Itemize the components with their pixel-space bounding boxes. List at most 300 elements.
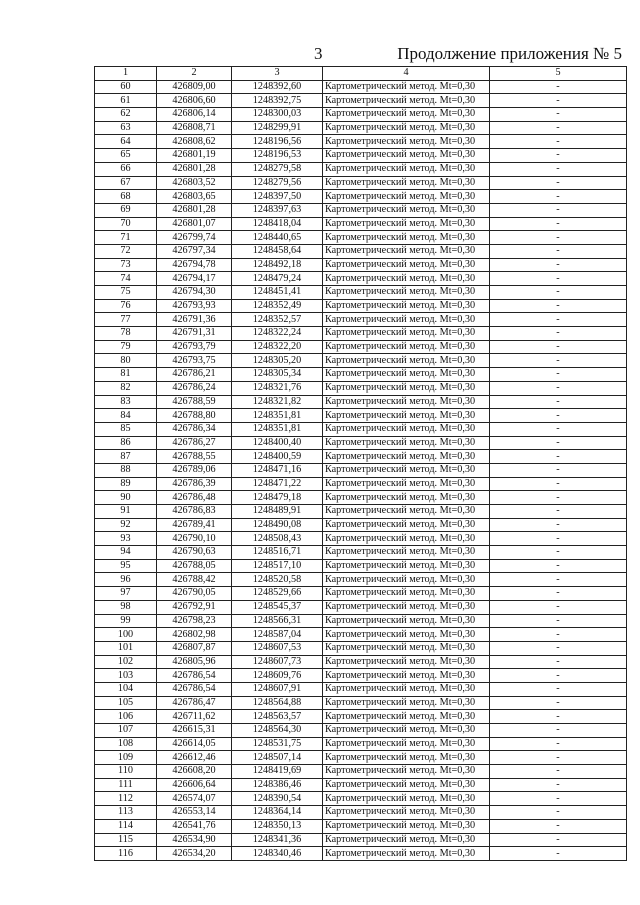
note-cell: - <box>490 80 627 94</box>
x-coordinate-cell: 426553,14 <box>157 806 232 820</box>
x-coordinate-cell: 426614,05 <box>157 737 232 751</box>
table-row <box>95 121 627 135</box>
y-coordinate-cell: 1248352,49 <box>232 299 323 313</box>
x-coordinate-cell: 426788,59 <box>157 395 232 409</box>
x-coordinate-cell: 426808,62 <box>157 135 232 149</box>
x-coordinate-cell: 426801,28 <box>157 162 232 176</box>
x-coordinate-cell: 426788,05 <box>157 559 232 573</box>
table-row <box>95 231 627 245</box>
note-cell: - <box>490 696 627 710</box>
y-coordinate-cell: 1248299,91 <box>232 121 323 135</box>
column-header: 3 <box>232 67 323 81</box>
method-cell: Картометрический метод. Mt=0,30 <box>323 217 490 231</box>
y-coordinate-cell: 1248322,20 <box>232 340 323 354</box>
table-row <box>95 833 627 847</box>
method-cell: Картометрический метод. Mt=0,30 <box>323 244 490 258</box>
y-coordinate-cell: 1248400,40 <box>232 436 323 450</box>
method-cell: Картометрический метод. Mt=0,30 <box>323 765 490 779</box>
table-row <box>95 806 627 820</box>
table-row <box>95 272 627 286</box>
point-number-cell: 92 <box>95 518 157 532</box>
method-cell: Картометрический метод. Mt=0,30 <box>323 94 490 108</box>
y-coordinate-cell: 1248397,50 <box>232 190 323 204</box>
x-coordinate-cell: 426794,30 <box>157 286 232 300</box>
x-coordinate-cell: 426799,74 <box>157 231 232 245</box>
x-coordinate-cell: 426792,91 <box>157 600 232 614</box>
table-row <box>95 80 627 94</box>
note-cell: - <box>490 765 627 779</box>
point-number-cell: 77 <box>95 313 157 327</box>
method-cell: Картометрический метод. Mt=0,30 <box>323 436 490 450</box>
note-cell: - <box>490 121 627 135</box>
x-coordinate-cell: 426790,10 <box>157 532 232 546</box>
y-coordinate-cell: 1248279,56 <box>232 176 323 190</box>
table-row <box>95 108 627 122</box>
table-row <box>95 778 627 792</box>
coordinates-table <box>94 66 627 861</box>
y-coordinate-cell: 1248507,14 <box>232 751 323 765</box>
x-coordinate-cell: 426786,39 <box>157 477 232 491</box>
table-row <box>95 491 627 505</box>
note-cell: - <box>490 203 627 217</box>
x-coordinate-cell: 426802,98 <box>157 628 232 642</box>
table-row <box>95 436 627 450</box>
x-coordinate-cell: 426786,48 <box>157 491 232 505</box>
point-number-cell: 107 <box>95 724 157 738</box>
note-cell: - <box>490 847 627 861</box>
table-row <box>95 587 627 601</box>
method-cell: Картометрический метод. Mt=0,30 <box>323 696 490 710</box>
y-coordinate-cell: 1248400,59 <box>232 450 323 464</box>
appendix-title: Продолжение приложения № 5 <box>397 44 622 63</box>
point-number-cell: 102 <box>95 655 157 669</box>
y-coordinate-cell: 1248564,88 <box>232 696 323 710</box>
x-coordinate-cell: 426608,20 <box>157 765 232 779</box>
method-cell: Картометрический метод. Mt=0,30 <box>323 381 490 395</box>
method-cell: Картометрический метод. Mt=0,30 <box>323 724 490 738</box>
x-coordinate-cell: 426801,07 <box>157 217 232 231</box>
x-coordinate-cell: 426794,78 <box>157 258 232 272</box>
point-number-cell: 70 <box>95 217 157 231</box>
method-cell: Картометрический метод. Mt=0,30 <box>323 477 490 491</box>
point-number-cell: 91 <box>95 505 157 519</box>
y-coordinate-cell: 1248392,60 <box>232 80 323 94</box>
method-cell: Картометрический метод. Mt=0,30 <box>323 833 490 847</box>
y-coordinate-cell: 1248390,54 <box>232 792 323 806</box>
table-row <box>95 628 627 642</box>
x-coordinate-cell: 426534,90 <box>157 833 232 847</box>
point-number-cell: 67 <box>95 176 157 190</box>
point-number-cell: 84 <box>95 409 157 423</box>
table-row <box>95 299 627 313</box>
y-coordinate-cell: 1248471,16 <box>232 463 323 477</box>
point-number-cell: 97 <box>95 587 157 601</box>
method-cell: Картометрический метод. Mt=0,30 <box>323 108 490 122</box>
note-cell: - <box>490 299 627 313</box>
note-cell: - <box>490 518 627 532</box>
point-number-cell: 60 <box>95 80 157 94</box>
point-number-cell: 101 <box>95 641 157 655</box>
method-cell: Картометрический метод. Mt=0,30 <box>323 806 490 820</box>
point-number-cell: 113 <box>95 806 157 820</box>
point-number-cell: 72 <box>95 244 157 258</box>
table-row <box>95 244 627 258</box>
table-row <box>95 176 627 190</box>
y-coordinate-cell: 1248419,69 <box>232 765 323 779</box>
method-cell: Картометрический метод. Mt=0,30 <box>323 121 490 135</box>
y-coordinate-cell: 1248350,13 <box>232 819 323 833</box>
table-row <box>95 518 627 532</box>
y-coordinate-cell: 1248321,76 <box>232 381 323 395</box>
table-row <box>95 409 627 423</box>
y-coordinate-cell: 1248529,66 <box>232 587 323 601</box>
table-row <box>95 751 627 765</box>
table-row <box>95 765 627 779</box>
y-coordinate-cell: 1248609,76 <box>232 669 323 683</box>
point-number-cell: 93 <box>95 532 157 546</box>
y-coordinate-cell: 1248305,20 <box>232 354 323 368</box>
note-cell: - <box>490 546 627 560</box>
point-number-cell: 74 <box>95 272 157 286</box>
x-coordinate-cell: 426541,76 <box>157 819 232 833</box>
note-cell: - <box>490 190 627 204</box>
y-coordinate-cell: 1248351,81 <box>232 409 323 423</box>
y-coordinate-cell: 1248196,53 <box>232 149 323 163</box>
x-coordinate-cell: 426805,96 <box>157 655 232 669</box>
point-number-cell: 63 <box>95 121 157 135</box>
note-cell: - <box>490 94 627 108</box>
point-number-cell: 100 <box>95 628 157 642</box>
method-cell: Картометрический метод. Mt=0,30 <box>323 710 490 724</box>
x-coordinate-cell: 426788,42 <box>157 573 232 587</box>
note-cell: - <box>490 395 627 409</box>
note-cell: - <box>490 244 627 258</box>
method-cell: Картометрический метод. Mt=0,30 <box>323 409 490 423</box>
note-cell: - <box>490 436 627 450</box>
method-cell: Картометрический метод. Mt=0,30 <box>323 313 490 327</box>
point-number-cell: 64 <box>95 135 157 149</box>
point-number-cell: 98 <box>95 600 157 614</box>
point-number-cell: 87 <box>95 450 157 464</box>
point-number-cell: 90 <box>95 491 157 505</box>
x-coordinate-cell: 426801,19 <box>157 149 232 163</box>
method-cell: Картометрический метод. Mt=0,30 <box>323 190 490 204</box>
x-coordinate-cell: 426786,54 <box>157 669 232 683</box>
y-coordinate-cell: 1248531,75 <box>232 737 323 751</box>
point-number-cell: 99 <box>95 614 157 628</box>
table-row <box>95 217 627 231</box>
note-cell: - <box>490 231 627 245</box>
note-cell: - <box>490 792 627 806</box>
note-cell: - <box>490 751 627 765</box>
method-cell: Картометрический метод. Mt=0,30 <box>323 669 490 683</box>
table-row <box>95 792 627 806</box>
y-coordinate-cell: 1248564,30 <box>232 724 323 738</box>
method-cell: Картометрический метод. Mt=0,30 <box>323 176 490 190</box>
table-row <box>95 682 627 696</box>
method-cell: Картометрический метод. Mt=0,30 <box>323 80 490 94</box>
note-cell: - <box>490 833 627 847</box>
note-cell: - <box>490 628 627 642</box>
y-coordinate-cell: 1248607,91 <box>232 682 323 696</box>
note-cell: - <box>490 162 627 176</box>
x-coordinate-cell: 426786,24 <box>157 381 232 395</box>
method-cell: Картометрический метод. Mt=0,30 <box>323 422 490 436</box>
note-cell: - <box>490 354 627 368</box>
column-header: 2 <box>157 67 232 81</box>
y-coordinate-cell: 1248392,75 <box>232 94 323 108</box>
x-coordinate-cell: 426786,83 <box>157 505 232 519</box>
method-cell: Картометрический метод. Mt=0,30 <box>323 135 490 149</box>
point-number-cell: 65 <box>95 149 157 163</box>
note-cell: - <box>490 737 627 751</box>
table-row <box>95 600 627 614</box>
x-coordinate-cell: 426791,31 <box>157 327 232 341</box>
point-number-cell: 76 <box>95 299 157 313</box>
y-coordinate-cell: 1248341,36 <box>232 833 323 847</box>
note-cell: - <box>490 710 627 724</box>
note-cell: - <box>490 573 627 587</box>
table-row <box>95 463 627 477</box>
y-coordinate-cell: 1248607,73 <box>232 655 323 669</box>
table-row <box>95 655 627 669</box>
note-cell: - <box>490 724 627 738</box>
point-number-cell: 112 <box>95 792 157 806</box>
x-coordinate-cell: 426807,87 <box>157 641 232 655</box>
note-cell: - <box>490 450 627 464</box>
note-cell: - <box>490 272 627 286</box>
method-cell: Картометрический метод. Mt=0,30 <box>323 395 490 409</box>
method-cell: Картометрический метод. Mt=0,30 <box>323 340 490 354</box>
note-cell: - <box>490 149 627 163</box>
x-coordinate-cell: 426793,79 <box>157 340 232 354</box>
table-row <box>95 546 627 560</box>
point-number-cell: 62 <box>95 108 157 122</box>
table-row <box>95 696 627 710</box>
y-coordinate-cell: 1248520,58 <box>232 573 323 587</box>
table-row <box>95 135 627 149</box>
note-cell: - <box>490 108 627 122</box>
method-cell: Картометрический метод. Mt=0,30 <box>323 819 490 833</box>
note-cell: - <box>490 327 627 341</box>
method-cell: Картометрический метод. Mt=0,30 <box>323 792 490 806</box>
table-row <box>95 505 627 519</box>
x-coordinate-cell: 426789,41 <box>157 518 232 532</box>
point-number-cell: 69 <box>95 203 157 217</box>
y-coordinate-cell: 1248196,56 <box>232 135 323 149</box>
table-row <box>95 819 627 833</box>
x-coordinate-cell: 426788,55 <box>157 450 232 464</box>
x-coordinate-cell: 426803,65 <box>157 190 232 204</box>
table-row <box>95 340 627 354</box>
point-number-cell: 103 <box>95 669 157 683</box>
method-cell: Картометрический метод. Mt=0,30 <box>323 546 490 560</box>
note-cell: - <box>490 286 627 300</box>
point-number-cell: 89 <box>95 477 157 491</box>
method-cell: Картометрический метод. Mt=0,30 <box>323 450 490 464</box>
method-cell: Картометрический метод. Mt=0,30 <box>323 463 490 477</box>
x-coordinate-cell: 426789,06 <box>157 463 232 477</box>
note-cell: - <box>490 614 627 628</box>
point-number-cell: 95 <box>95 559 157 573</box>
x-coordinate-cell: 426808,71 <box>157 121 232 135</box>
x-coordinate-cell: 426809,00 <box>157 80 232 94</box>
note-cell: - <box>490 258 627 272</box>
point-number-cell: 78 <box>95 327 157 341</box>
note-cell: - <box>490 176 627 190</box>
x-coordinate-cell: 426786,21 <box>157 368 232 382</box>
y-coordinate-cell: 1248563,57 <box>232 710 323 724</box>
note-cell: - <box>490 409 627 423</box>
table-row <box>95 368 627 382</box>
table-row <box>95 162 627 176</box>
point-number-cell: 86 <box>95 436 157 450</box>
note-cell: - <box>490 135 627 149</box>
x-coordinate-cell: 426793,93 <box>157 299 232 313</box>
y-coordinate-cell: 1248479,18 <box>232 491 323 505</box>
x-coordinate-cell: 426791,36 <box>157 313 232 327</box>
y-coordinate-cell: 1248516,71 <box>232 546 323 560</box>
y-coordinate-cell: 1248351,81 <box>232 422 323 436</box>
method-cell: Картометрический метод. Mt=0,30 <box>323 628 490 642</box>
y-coordinate-cell: 1248545,37 <box>232 600 323 614</box>
point-number-cell: 75 <box>95 286 157 300</box>
point-number-cell: 71 <box>95 231 157 245</box>
y-coordinate-cell: 1248471,22 <box>232 477 323 491</box>
point-number-cell: 61 <box>95 94 157 108</box>
point-number-cell: 105 <box>95 696 157 710</box>
y-coordinate-cell: 1248322,24 <box>232 327 323 341</box>
y-coordinate-cell: 1248418,04 <box>232 217 323 231</box>
table-row <box>95 354 627 368</box>
x-coordinate-cell: 426797,34 <box>157 244 232 258</box>
table-row <box>95 149 627 163</box>
table-row <box>95 450 627 464</box>
x-coordinate-cell: 426790,63 <box>157 546 232 560</box>
point-number-cell: 104 <box>95 682 157 696</box>
y-coordinate-cell: 1248458,64 <box>232 244 323 258</box>
method-cell: Картометрический метод. Mt=0,30 <box>323 327 490 341</box>
method-cell: Картометрический метод. Mt=0,30 <box>323 368 490 382</box>
point-number-cell: 85 <box>95 422 157 436</box>
point-number-cell: 106 <box>95 710 157 724</box>
note-cell: - <box>490 368 627 382</box>
table-row <box>95 258 627 272</box>
x-coordinate-cell: 426574,07 <box>157 792 232 806</box>
method-cell: Картометрический метод. Mt=0,30 <box>323 559 490 573</box>
y-coordinate-cell: 1248587,04 <box>232 628 323 642</box>
method-cell: Картометрический метод. Mt=0,30 <box>323 600 490 614</box>
y-coordinate-cell: 1248364,14 <box>232 806 323 820</box>
point-number-cell: 81 <box>95 368 157 382</box>
method-cell: Картометрический метод. Mt=0,30 <box>323 641 490 655</box>
y-coordinate-cell: 1248340,46 <box>232 847 323 861</box>
y-coordinate-cell: 1248305,34 <box>232 368 323 382</box>
point-number-cell: 110 <box>95 765 157 779</box>
y-coordinate-cell: 1248508,43 <box>232 532 323 546</box>
table-row <box>95 669 627 683</box>
method-cell: Картометрический метод. Mt=0,30 <box>323 518 490 532</box>
note-cell: - <box>490 778 627 792</box>
table-row <box>95 395 627 409</box>
column-header: 1 <box>95 67 157 81</box>
y-coordinate-cell: 1248386,46 <box>232 778 323 792</box>
note-cell: - <box>490 669 627 683</box>
note-cell: - <box>490 587 627 601</box>
table-row <box>95 422 627 436</box>
point-number-cell: 94 <box>95 546 157 560</box>
note-cell: - <box>490 655 627 669</box>
page-number: 3 <box>314 44 323 63</box>
method-cell: Картометрический метод. Mt=0,30 <box>323 299 490 313</box>
table-row <box>95 724 627 738</box>
x-coordinate-cell: 426534,20 <box>157 847 232 861</box>
note-cell: - <box>490 491 627 505</box>
note-cell: - <box>490 682 627 696</box>
point-number-cell: 116 <box>95 847 157 861</box>
point-number-cell: 88 <box>95 463 157 477</box>
y-coordinate-cell: 1248300,03 <box>232 108 323 122</box>
x-coordinate-cell: 426798,23 <box>157 614 232 628</box>
method-cell: Картометрический метод. Mt=0,30 <box>323 231 490 245</box>
table-row <box>95 313 627 327</box>
point-number-cell: 83 <box>95 395 157 409</box>
table-row <box>95 203 627 217</box>
point-number-cell: 111 <box>95 778 157 792</box>
point-number-cell: 115 <box>95 833 157 847</box>
x-coordinate-cell: 426788,80 <box>157 409 232 423</box>
x-coordinate-cell: 426790,05 <box>157 587 232 601</box>
y-coordinate-cell: 1248397,63 <box>232 203 323 217</box>
note-cell: - <box>490 819 627 833</box>
note-cell: - <box>490 477 627 491</box>
x-coordinate-cell: 426806,60 <box>157 94 232 108</box>
point-number-cell: 79 <box>95 340 157 354</box>
method-cell: Картометрический метод. Mt=0,30 <box>323 751 490 765</box>
table-row <box>95 286 627 300</box>
table-row <box>95 190 627 204</box>
x-coordinate-cell: 426803,52 <box>157 176 232 190</box>
method-cell: Картометрический метод. Mt=0,30 <box>323 272 490 286</box>
point-number-cell: 82 <box>95 381 157 395</box>
table-row <box>95 710 627 724</box>
note-cell: - <box>490 559 627 573</box>
method-cell: Картометрический метод. Mt=0,30 <box>323 573 490 587</box>
method-cell: Картометрический метод. Mt=0,30 <box>323 655 490 669</box>
x-coordinate-cell: 426606,64 <box>157 778 232 792</box>
x-coordinate-cell: 426786,34 <box>157 422 232 436</box>
point-number-cell: 68 <box>95 190 157 204</box>
point-number-cell: 73 <box>95 258 157 272</box>
x-coordinate-cell: 426786,54 <box>157 682 232 696</box>
point-number-cell: 114 <box>95 819 157 833</box>
x-coordinate-cell: 426711,62 <box>157 710 232 724</box>
note-cell: - <box>490 806 627 820</box>
note-cell: - <box>490 381 627 395</box>
y-coordinate-cell: 1248607,53 <box>232 641 323 655</box>
y-coordinate-cell: 1248479,24 <box>232 272 323 286</box>
x-coordinate-cell: 426612,46 <box>157 751 232 765</box>
table-row <box>95 327 627 341</box>
method-cell: Картометрический метод. Mt=0,30 <box>323 505 490 519</box>
x-coordinate-cell: 426801,28 <box>157 203 232 217</box>
point-number-cell: 109 <box>95 751 157 765</box>
method-cell: Картометрический метод. Mt=0,30 <box>323 203 490 217</box>
x-coordinate-cell: 426793,75 <box>157 354 232 368</box>
table-row <box>95 477 627 491</box>
method-cell: Картометрический метод. Mt=0,30 <box>323 354 490 368</box>
note-cell: - <box>490 505 627 519</box>
